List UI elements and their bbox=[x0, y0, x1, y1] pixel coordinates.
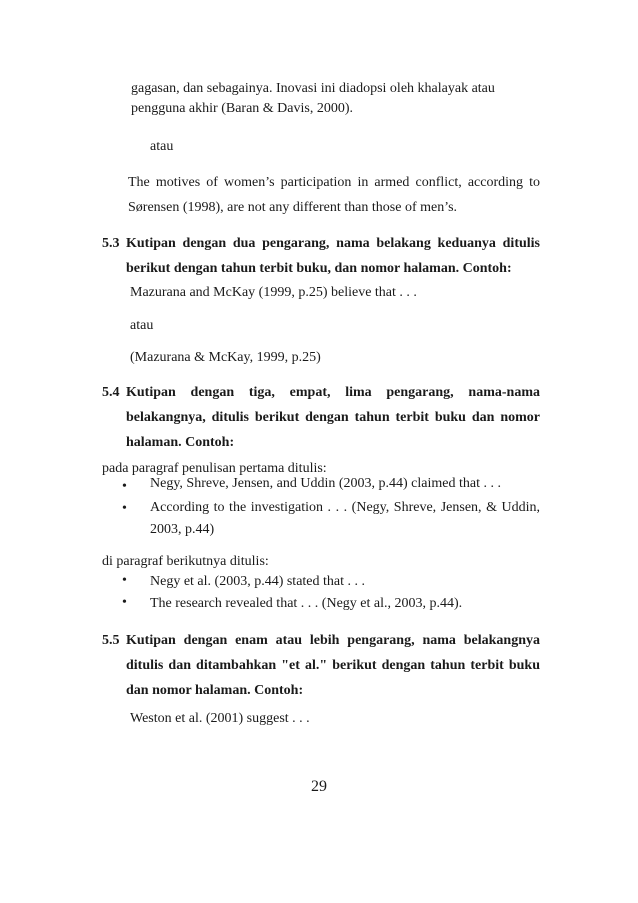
bullet-marker: • bbox=[122, 479, 127, 494]
intro-text: pada paragraf penulisan pertama ditulis: bbox=[102, 461, 327, 476]
section-heading: Kutipan dengan enam atau lebih pengarang, nama belakangnya ditulis dan ditambahkan "et al." berikut dengan tahun terbit buku dan nomor halaman. Contoh: bbox=[126, 633, 540, 698]
connector-text: atau bbox=[130, 318, 154, 333]
paragraph-line: pengguna akhir (Baran & Davis, 2000). bbox=[131, 101, 353, 116]
bullet-marker: • bbox=[122, 573, 127, 588]
list-item: The research revealed that . . . (Negy et al., 2003, p.44). bbox=[150, 596, 463, 611]
list-item: Negy, Shreve, Jensen, and Uddin (2003, p.44) claimed that . . . bbox=[150, 476, 501, 491]
example-quote: The motives of women’s participation in armed conflict, according to Sørensen (1998), are not any different than those of men’s. bbox=[128, 175, 540, 215]
section-number: 5.5 bbox=[102, 633, 120, 648]
section-heading: Kutipan dengan dua pengarang, nama belakang keduanya ditulis berikut dengan tahun terbit buku, dan nomor halaman. Contoh: bbox=[126, 236, 540, 276]
page-number: 29 bbox=[311, 778, 327, 795]
list-item: Negy et al. (2003, p.44) stated that . . . bbox=[150, 574, 366, 589]
example-citation: (Mazurana & McKay, 1999, p.25) bbox=[130, 350, 321, 365]
section-number: 5.4 bbox=[102, 385, 120, 400]
connector-text: atau bbox=[150, 139, 174, 154]
bullet-marker: • bbox=[122, 595, 127, 610]
paragraph-line: gagasan, dan sebagainya. Inovasi ini diadopsi oleh khalayak atau bbox=[131, 81, 495, 96]
section-heading: Kutipan dengan tiga, empat, lima pengarang, nama-nama belakangnya, ditulis berikut dengan tahun terbit buku dan nomor halaman. Contoh: bbox=[126, 385, 540, 450]
list-item: According to the investigation . . . (Negy, Shreve, Jensen, & Uddin, 2003, p.44) bbox=[150, 500, 540, 537]
example-citation: Mazurana and McKay (1999, p.25) believe that . . . bbox=[130, 285, 417, 300]
intro-text: di paragraf berikutnya ditulis: bbox=[102, 554, 269, 569]
example-citation: Weston et al. (2001) suggest . . . bbox=[130, 711, 310, 726]
bullet-marker: • bbox=[122, 501, 127, 516]
section-number: 5.3 bbox=[102, 236, 120, 251]
